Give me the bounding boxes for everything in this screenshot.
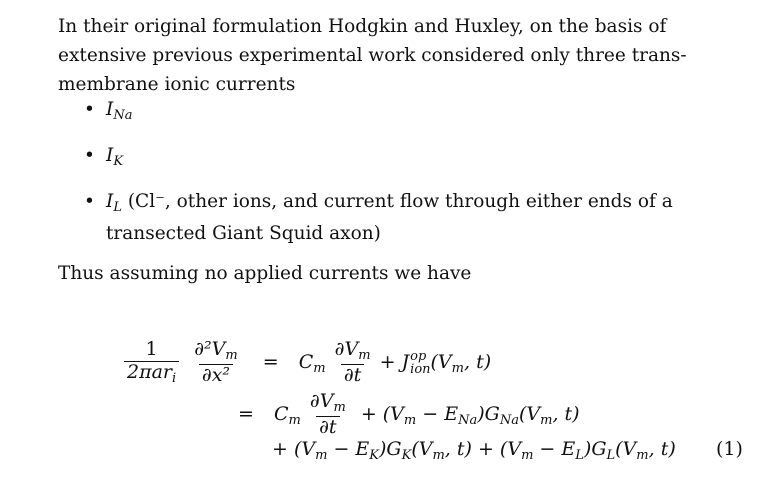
- equals-sign: =: [238, 402, 254, 425]
- current-symbol: I: [106, 145, 114, 166]
- capacitance-term: $C_m$: [298, 350, 326, 376]
- current-symbol: I: [106, 191, 114, 212]
- equation-line-2: [238, 391, 580, 439]
- equation-line-3: [272, 438, 676, 463]
- intro-paragraph: In their original formulation Hodgkin and Huxley, on the basis of extensive previous experimental work considered only three trans-membrane ionic currents: [58, 16, 687, 95]
- lhs-fraction-2: $\frac{\partial^2V_m}{\text{∂x²}}$: [194, 338, 238, 386]
- list-item: [84, 189, 754, 247]
- current-subscript: Na: [113, 108, 133, 123]
- current-description: (Cl⁻, other ions, and current flow through either ends of a transected Giant Squid axon): [106, 191, 673, 244]
- list-item: [84, 97, 754, 129]
- bullet-icon: •: [84, 99, 95, 120]
- current-subscript: K: [113, 154, 124, 169]
- equals-sign: =: [262, 350, 279, 373]
- bullet-icon: •: [84, 191, 95, 212]
- equation-line-1: [124, 339, 491, 387]
- current-symbol: I: [106, 99, 114, 120]
- lhs-fraction-1: $\frac{1}{2\pi ar_i}$: [124, 339, 179, 387]
- dv-dt-fraction: $\frac{\partial V_m}{\partial t}$: [334, 338, 371, 386]
- ion-current-term: + J op ion ($V_m$, t): [379, 348, 492, 377]
- equation-number: (1): [716, 438, 743, 460]
- capacitance-term: $C_m$: [273, 402, 301, 428]
- list-item: [84, 143, 754, 175]
- potassium-leak-terms: + $(V_m - E_K)G_K(V_m$, $t) + (V_m - E_L)G_L(V_m$, t): [272, 438, 676, 463]
- bullet-icon: •: [84, 145, 95, 166]
- lead-in-paragraph: Thus assuming no applied currents we have: [58, 263, 472, 284]
- sodium-term: + $(V_m - E_{Na})G_{Na}(V_m$, t): [360, 402, 580, 428]
- current-list: [84, 97, 754, 247]
- current-subscript: L: [113, 200, 122, 215]
- dv-dt-fraction: $\frac{\partial V_m}{\partial t}$: [309, 390, 346, 438]
